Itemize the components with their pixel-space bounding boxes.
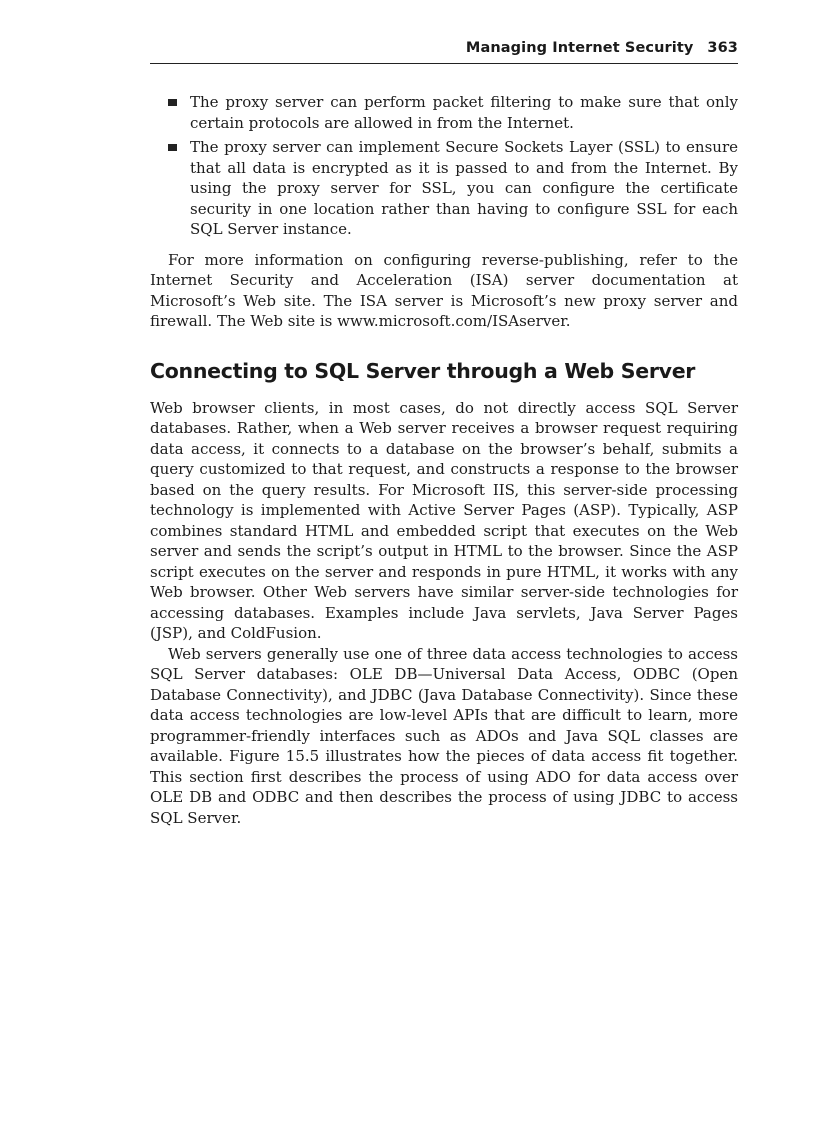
list-item xyxy=(150,92,738,133)
page-number: 363 xyxy=(707,40,738,56)
square-bullet-icon xyxy=(168,99,177,106)
running-header xyxy=(150,40,738,56)
running-title: Managing Internet Security xyxy=(465,40,694,56)
bullet-text: The proxy server can perform packet filtering to make sure that only certain protocols are allowed in from the Internet. xyxy=(190,93,738,132)
intro-paragraph: For more information on configuring reverse-publishing, refer to the Internet Security and Acceleration (ISA) server documentation at Microsoft’s Web site. The ISA server is Microsoft’s new proxy server and firewall. The Web site is www.microsoft.com/ISAserver. xyxy=(150,250,738,330)
body-paragraph: Web servers generally use one of three data access technologies to access SQL Server databases: OLE DB—Universal Data Access, ODBC (Open Database Connectivity), and JDBC (Java Database Connectivity). Since these data access technologies are low-level APIs that are difficult to learn, more programmer-friendly interfaces such as ADOs and Java SQL classes are available. Figure 15.5 illustrates how the pieces of data access fit together. This section first describes the process of using ADO for data access over OLE DB and ODBC and then describes the process of using JDBC to access SQL Server. xyxy=(150,644,738,827)
page-body xyxy=(150,92,738,828)
bullet-list xyxy=(150,92,738,240)
body-paragraph: Web browser clients, in most cases, do not directly access SQL Server databases. Rather, when a Web server receives a browser request requiring data access, it connects to a database on the browser’s behalf, submits a query customized to that request, and constructs a response to the browser based on the query results. For Microsoft IIS, this server-side processing technology is implemented with Active Server Pages (ASP). Typically, ASP combines standard HTML and embedded script that executes on the Web server and sends the script’s output in HTML to the browser. Since the ASP script executes on the server and responds in pure HTML, it works with any Web browser. Other Web servers have similar server-side technologies for accessing databases. Examples include Java servlets, Java Server Pages (JSP), and ColdFusion. xyxy=(150,398,738,642)
square-bullet-icon xyxy=(168,144,177,151)
list-item xyxy=(150,137,738,240)
section-heading: Connecting to SQL Server through a Web Server xyxy=(150,358,696,383)
header-rule xyxy=(150,63,738,64)
bullet-text: The proxy server can implement Secure Sockets Layer (SSL) to ensure that all data is encrypted as it is passed to and from the Internet. By using the proxy server for SSL, you can configure the certificate security in one location rather than having to configure SSL for each SQL Server instance. xyxy=(190,138,738,238)
